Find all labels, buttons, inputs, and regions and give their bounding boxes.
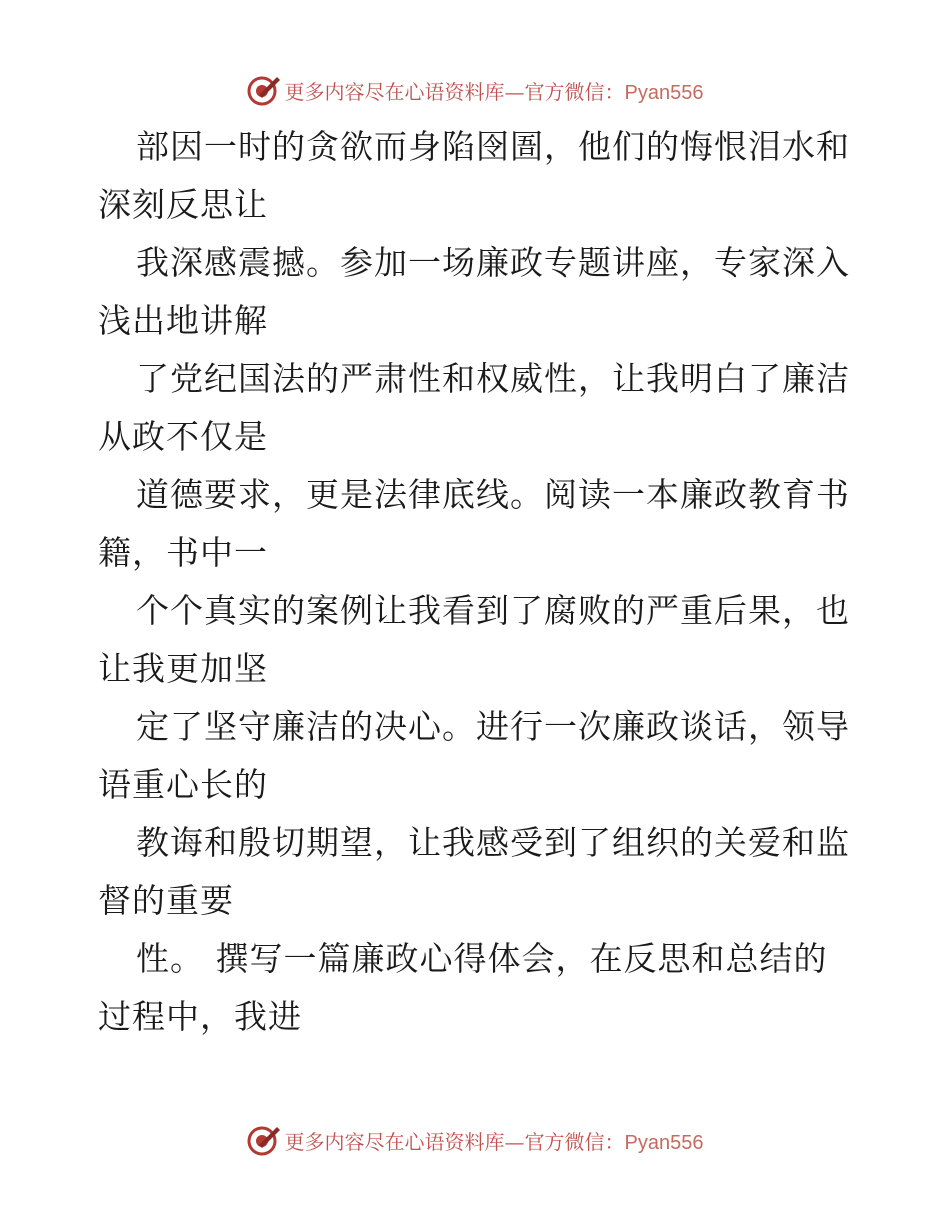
header-watermark xyxy=(0,70,950,110)
paragraph: 定了坚守廉洁的决心。进行一次廉政谈话，领导 语重心长的 xyxy=(98,707,850,804)
paragraph: 了党纪国法的严肃性和权威性，让我明白了廉洁 从政不仅是 xyxy=(98,359,850,456)
paragraph: 教诲和殷切期望，让我感受到了组织的关爱和监 督的重要 xyxy=(98,823,850,920)
pen-logo-icon xyxy=(247,1123,281,1157)
paragraph: 部因一时的贪欲而身陷囹圄，他们的悔恨泪水和 深刻反思让 xyxy=(98,127,850,224)
watermark-text: 更多内容尽在心语资料库—官方微信：Pyan556 xyxy=(284,79,704,104)
paragraph: 道德要求，更是法律底线。阅读一本廉政教育书 籍，书中一 xyxy=(98,475,850,572)
paragraph: 性。 撰写一篇廉政心得体会，在反思和总结的 过程中，我进 xyxy=(98,939,828,1036)
document-body xyxy=(98,118,858,1046)
footer-watermark xyxy=(0,1120,950,1160)
watermark-text: 更多内容尽在心语资料库—官方微信：Pyan556 xyxy=(284,1129,704,1154)
paragraph: 个个真实的案例让我看到了腐败的严重后果，也 让我更加坚 xyxy=(98,591,850,688)
pen-logo-icon xyxy=(247,73,281,107)
paragraph: 我深感震撼。参加一场廉政专题讲座，专家深入 浅出地讲解 xyxy=(98,243,850,340)
